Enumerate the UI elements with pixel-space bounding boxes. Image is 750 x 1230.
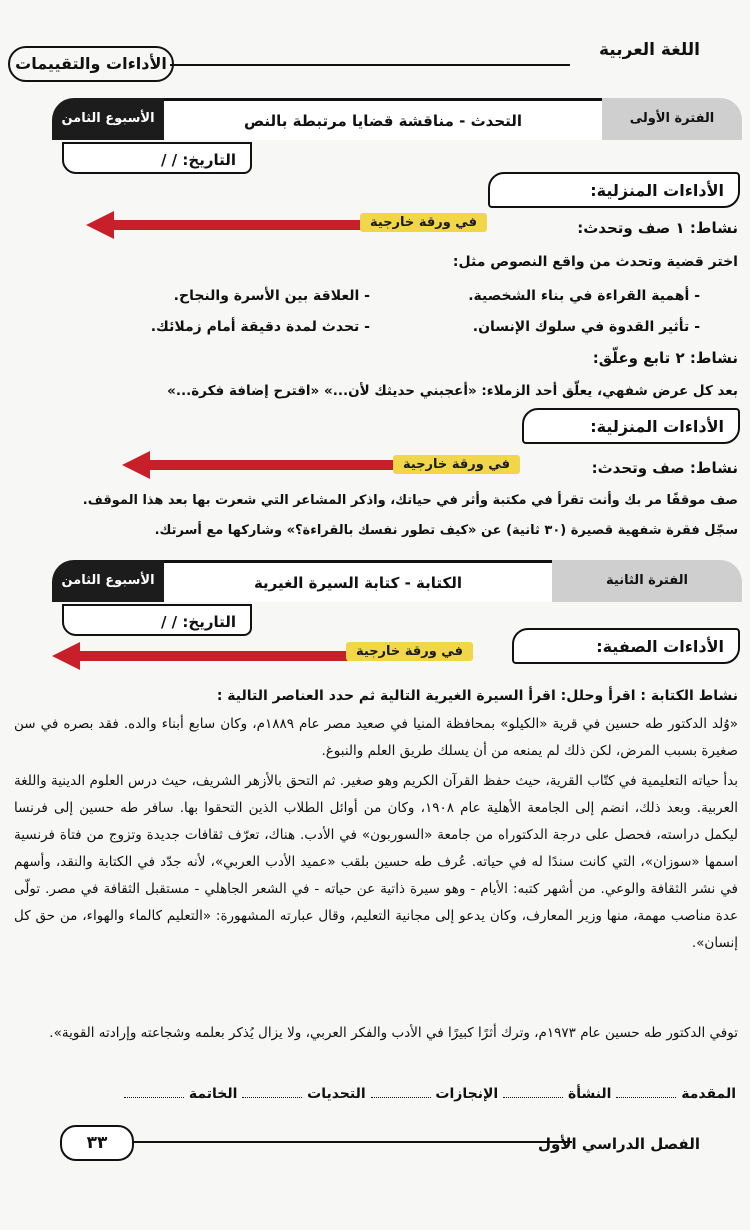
element-achievements: الإنجازات <box>435 1086 499 1102</box>
element-blank <box>616 1097 676 1098</box>
outside-sheet-tag-3: في ورقة خارجية <box>346 642 473 661</box>
lesson2-period: الفترة الثانية <box>552 560 742 602</box>
activity2-text: بعد كل عرض شفهي، يعلّق أحد الزملاء: «أعجبني حديثك لأن...» «اقترح إضافة فكرة...» <box>167 383 738 399</box>
topic-item: - تأثير القدوة في سلوك الإنسان. <box>472 319 700 335</box>
biography-paragraph: بدأ حياته التعليمية في كتّاب القرية، حيث حفظ القرآن الكريم وهو صغير. ثم التحق بالأزهر الشريف، حيث درس العلوم الدينية واللغة العربية. وبعد ذلك، انضم إلى الجامعة الأهلية عام ١٩٠٨، وكان من أوائل الطلاب الذين التحقوا بها. سافر طه حسين إلى فرنسا ليكمل دراسته، فحصل على درجة الدكتوراه من جامعة «السوربون» في الأدب. هناك، تعرّف ثقافات جديدة وتزوج من فتاة فرنسية اسمها «سوزان»، التي كانت سندًا له في حياته. عُرف طه حسين بلقب «عميد الأدب العربي»، لأنه جدّد في الكتابة والنقد، وأسهم في نشر الثقافة والوعي. من أشهر كتبه: الأيام - وهو سيرة ذاتية عن حياته - في الشعر الجاهلي - مستقبل الثقافة في مصر. تولّى عدة مناصب مهمة، منها وزير المعارف، وكان يدعو إلى مجانية التعليم، وقال عبارته المشهورة: «التعليم كالماء والهواء، من حق كل إنسان». <box>14 773 738 951</box>
home-tasks-heading-2: الأداءات المنزلية: <box>522 408 740 444</box>
lesson1-period: الفترة الأولى <box>602 98 742 140</box>
outside-sheet-tag-2: في ورقة خارجية <box>393 455 520 474</box>
topic-item: - أهمية القراءة في بناء الشخصية. <box>468 288 700 304</box>
lesson2-title: الكتابة - كتابة السيرة الغيرية <box>164 560 552 602</box>
lesson1-week: الأسبوع الثامن <box>52 98 164 140</box>
element-blank <box>124 1097 184 1098</box>
section-pill: الأداءات والتقييمات <box>8 46 174 82</box>
home-tasks-heading-1: الأداءات المنزلية: <box>488 172 740 208</box>
lesson1-banner <box>52 98 742 140</box>
element-blank <box>371 1097 431 1098</box>
lesson2-date: التاريخ: / / <box>62 604 252 636</box>
footer-divider <box>132 1141 572 1143</box>
element-blank <box>503 1097 563 1098</box>
topic-item: - العلاقة بين الأسرة والنجاح. <box>173 288 370 304</box>
elements-row <box>12 1086 736 1102</box>
element-challenges: التحديات <box>307 1086 366 1102</box>
arrow-line-2 <box>146 460 396 470</box>
writing-activity-label: نشاط الكتابة : اقرأ وحلل: اقرأ السيرة الغيرية التالية ثم حدد العناصر التالية : <box>216 688 738 704</box>
biography-paragraph: «وُلد الدكتور طه حسين في قرية «الكيلو» بمحافظة المنيا في صعيد مصر عام ١٨٨٩م، وكان سابع أبناء والده. فقد بصره في سن صغيرة بسبب المرض، لكن ذلك لم يمنعه من أن يسلك طريق العلم والنبوغ. <box>14 716 738 759</box>
lesson2-banner <box>52 560 742 602</box>
term-label: الفصل الدراسي الأول <box>538 1135 700 1153</box>
activity1-intro: اختر قضية وتحدث من واقع النصوص مثل: <box>452 254 738 270</box>
activity3-line2: سجّل فقرة شفهية قصيرة (٣٠ ثانية) عن «كيف تطور نفسك بالقراءة؟» وشاركها مع أسرتك. <box>154 523 738 538</box>
lesson2-week: الأسبوع الثامن <box>52 560 164 602</box>
subject-title: اللغة العربية <box>599 40 700 60</box>
lesson1-date: التاريخ: / / <box>62 142 252 174</box>
header-divider <box>170 64 570 66</box>
activity2-label: نشاط: ٢ تابع وعلّق: <box>592 349 738 367</box>
arrow-line-3 <box>76 651 348 661</box>
arrow-line-1 <box>110 220 362 230</box>
activity1-label: نشاط: ١ صف وتحدث: <box>577 219 738 237</box>
page-number: ٣٣ <box>60 1125 134 1161</box>
class-tasks-heading: الأداءات الصفية: <box>512 628 740 664</box>
activity3-label: نشاط: صف وتحدث: <box>591 459 738 477</box>
element-intro: المقدمة <box>681 1086 736 1102</box>
lesson1-title: التحدث - مناقشة قضايا مرتبطة بالنص <box>164 98 602 140</box>
outside-sheet-tag-1: في ورقة خارجية <box>360 213 487 232</box>
topic-item: - تحدث لمدة دقيقة أمام زملائك. <box>150 319 370 335</box>
activity3-line1: صف موقفًا مر بك وأنت تقرأ في مكتبة وأثر في حياتك، واذكر المشاعر التي شعرت بها بعد هذا الموقف. <box>82 493 738 508</box>
element-blank <box>242 1097 302 1098</box>
biography-paragraph: توفي الدكتور طه حسين عام ١٩٧٣م، وترك أثرًا كبيرًا في الأدب والفكر العربي، ولا يزال يُذكر بعلمه وشجاعته وإرادته القوية». <box>49 1025 738 1041</box>
element-conclusion: الخاتمة <box>188 1086 238 1102</box>
element-upbringing: النشأة <box>567 1086 612 1102</box>
